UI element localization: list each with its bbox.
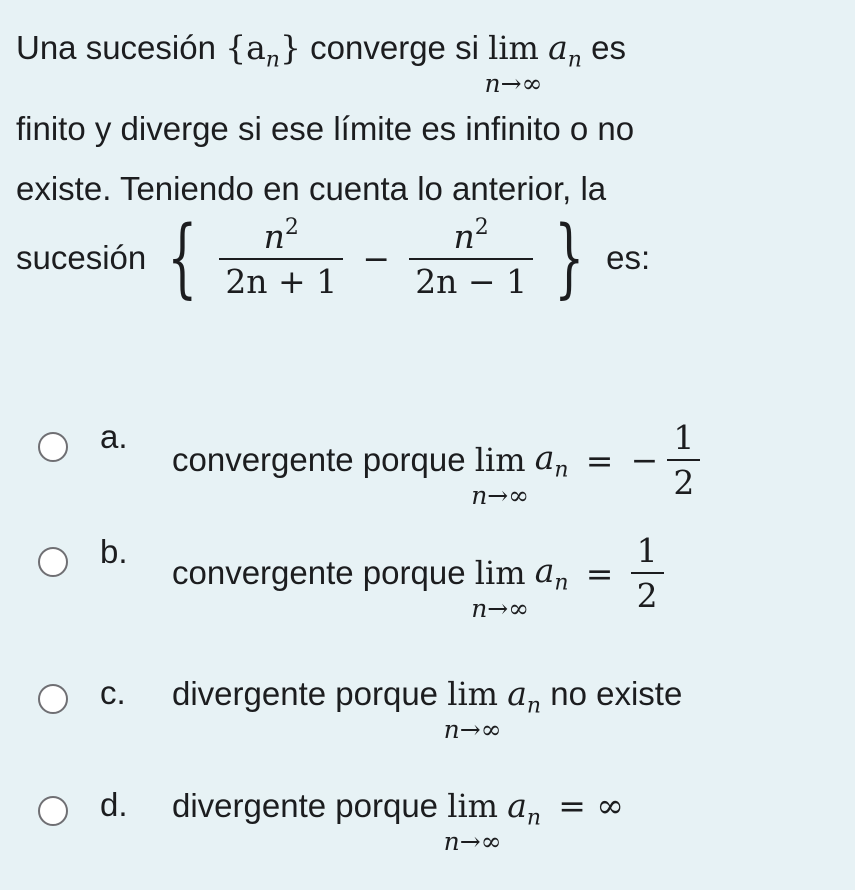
left-brace: { bbox=[167, 208, 198, 308]
option-b-letter: b. bbox=[100, 533, 128, 570]
option-b-term: $a_n$ bbox=[534, 550, 569, 596]
fraction-1 bbox=[219, 215, 343, 301]
option-a-radio[interactable] bbox=[38, 432, 68, 462]
option-d-letter: d. bbox=[100, 786, 128, 823]
limit-expression: lim n→∞ bbox=[484, 29, 543, 98]
option-c-body bbox=[172, 674, 683, 744]
fraction-1-numerator: $n^2$ bbox=[263, 215, 299, 256]
fraction-2-denominator: 2n − 1 bbox=[415, 262, 528, 301]
option-a-sign: − bbox=[630, 440, 659, 480]
fraction-2-numerator: $n^2$ bbox=[453, 215, 489, 256]
question-intro: Una sucesión bbox=[16, 29, 216, 66]
fraction-1-denominator: 2n + 1 bbox=[225, 262, 338, 301]
option-b-fraction-numerator: 1 bbox=[636, 531, 658, 570]
option-b-fraction bbox=[631, 531, 664, 615]
right-brace: } bbox=[554, 208, 585, 308]
question-converge-text: converge si bbox=[310, 29, 479, 66]
option-d-relation: = ∞ bbox=[558, 786, 624, 825]
option-a-fraction-denominator: 2 bbox=[673, 463, 695, 502]
option-c-tail: no existe bbox=[550, 675, 683, 712]
option-b-radio[interactable] bbox=[38, 547, 68, 577]
option-a[interactable] bbox=[0, 410, 855, 520]
option-a-fraction bbox=[667, 418, 700, 502]
option-d-text: divergente porque bbox=[172, 787, 439, 824]
option-d-body bbox=[172, 786, 624, 856]
option-a-term: $a_n$ bbox=[534, 437, 569, 483]
option-a-fraction-bar bbox=[667, 459, 700, 461]
option-d-term: $a_n$ bbox=[507, 786, 542, 831]
question-line-3: existe. Teniendo en cuenta lo anterior, la bbox=[16, 170, 607, 207]
question-line-4 bbox=[16, 208, 651, 308]
option-a-letter: a. bbox=[100, 418, 128, 455]
option-b-fraction-denominator: 2 bbox=[636, 576, 658, 615]
fraction-2-bar bbox=[409, 258, 533, 260]
fraction-2 bbox=[409, 215, 533, 301]
option-c-term: $a_n$ bbox=[507, 674, 542, 719]
option-a-limit: lim n→∞ bbox=[471, 441, 530, 510]
option-b-fraction-bar bbox=[631, 572, 664, 574]
option-d-radio[interactable] bbox=[38, 796, 68, 826]
minus-sign: − bbox=[362, 238, 391, 278]
option-a-relation: = bbox=[585, 440, 614, 480]
option-d-limit: lim n→∞ bbox=[443, 787, 502, 856]
option-b-relation: = bbox=[585, 553, 614, 593]
question-sucesion-label: sucesión bbox=[16, 239, 147, 276]
option-c-radio[interactable] bbox=[38, 684, 68, 714]
option-b[interactable] bbox=[0, 525, 855, 635]
option-c-limit: lim n→∞ bbox=[443, 675, 502, 744]
question-es-text: es bbox=[591, 29, 626, 66]
option-c[interactable] bbox=[0, 668, 855, 778]
option-a-body bbox=[172, 418, 700, 510]
fraction-1-bar bbox=[219, 258, 343, 260]
sequence-symbol: $\{a_n\}$ bbox=[225, 28, 301, 73]
option-a-fraction-numerator: 1 bbox=[673, 418, 695, 457]
option-b-body bbox=[172, 531, 664, 623]
option-d[interactable] bbox=[0, 780, 855, 890]
question-es-colon: es: bbox=[606, 239, 651, 276]
option-a-text: convergente porque bbox=[172, 441, 466, 478]
option-c-text: divergente porque bbox=[172, 675, 439, 712]
question-line-1 bbox=[16, 28, 626, 98]
question-line-2: finito y diverge si ese límite es infinito o no bbox=[16, 110, 635, 147]
sequence-term: $a_n$ bbox=[548, 28, 582, 73]
option-c-letter: c. bbox=[100, 674, 126, 711]
option-b-limit: lim n→∞ bbox=[471, 554, 530, 623]
option-b-text: convergente porque bbox=[172, 554, 466, 591]
